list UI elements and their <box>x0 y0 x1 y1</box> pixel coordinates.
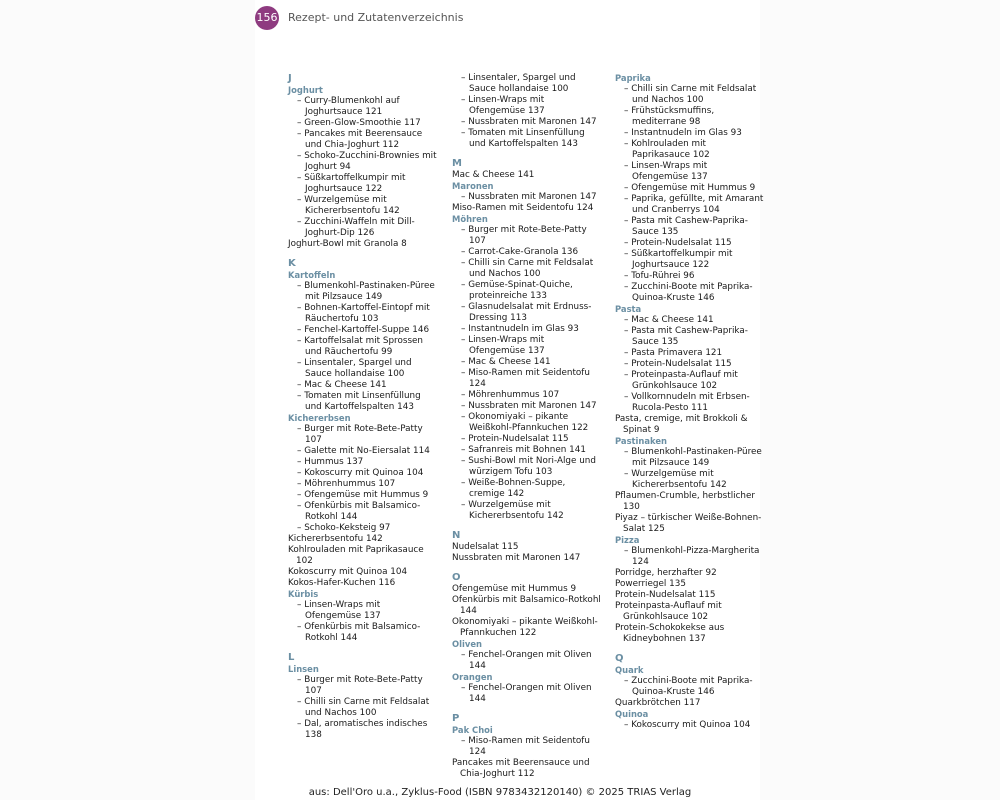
index-sub-entry: – Pasta Primavera 121 <box>615 348 765 359</box>
index-sub-entry: – Burger mit Rote-Bete-Patty 107 <box>452 225 602 247</box>
index-entry: Ofenkürbis mit Balsamico-Rotkohl 144 <box>452 595 601 616</box>
index-sub-entry: – Schoko-Keksteig 97 <box>288 523 438 534</box>
index-letter-heading: P <box>452 713 460 724</box>
index-entry: Pasta, cremige, mit Brokkoli & Spinat 9 <box>615 414 748 435</box>
index-entry: Miso-Ramen mit Seidentofu 124 <box>452 203 594 213</box>
index-entry: Piyaz – türkischer Weiße-Bohnen-Salat 125 <box>615 513 762 534</box>
index-sub-entry: – Mac & Cheese 141 <box>615 315 765 326</box>
index-sub-entry: – Miso-Ramen mit Seidentofu 124 <box>452 368 602 390</box>
index-sub-entry: – Bohnen-Kartoffel-Eintopf mit Räuchertofu 103 <box>288 303 438 325</box>
index-sub-entry: – Linsen-Wraps mit Ofengemüse 137 <box>452 95 602 117</box>
index-sub-entry: – Möhrenhummus 107 <box>288 479 438 490</box>
index-sub-entry: – Zucchini-Boote mit Paprika-Quinoa-Kruste 146 <box>615 676 765 698</box>
index-sub-entry: – Blumenkohl-Pastinaken-Püree mit Pilzsauce 149 <box>615 447 765 469</box>
index-entry: Ofengemüse mit Hummus 9 <box>452 584 577 594</box>
index-letter-heading: M <box>452 158 462 169</box>
index-sub-entry: – Ofenkürbis mit Balsamico-Rotkohl 144 <box>288 622 438 644</box>
index-subheading: Maronen <box>452 181 494 191</box>
index-subheading: Oliven <box>452 639 482 649</box>
index-sub-entry: – Chilli sin Carne mit Feldsalat und Nachos 100 <box>615 84 765 106</box>
index-sub-entry: – Proteinpasta-Auflauf mit Grünkohlsauce 102 <box>615 370 765 392</box>
index-entry: Proteinpasta-Auflauf mit Grünkohlsauce 102 <box>615 601 722 622</box>
index-sub-entry: – Wurzelgemüse mit Kichererbsentofu 142 <box>288 195 438 217</box>
index-letter-heading: Q <box>615 653 624 664</box>
index-sub-entry: – Nussbraten mit Maronen 147 <box>452 401 602 412</box>
index-sub-entry: – Gemüse-Spinat-Quiche, proteinreiche 133 <box>452 280 602 302</box>
index-entry: Pflaumen-Crumble, herbstlicher 130 <box>615 491 756 512</box>
index-sub-entry: – Nussbraten mit Maronen 147 <box>452 117 602 128</box>
index-sub-entry: – Nussbraten mit Maronen 147 <box>452 192 602 203</box>
index-entry: Kokos-Hafer-Kuchen 116 <box>288 578 396 588</box>
index-sub-entry: – Tomaten mit Linsenfüllung und Kartoffelspalten 143 <box>288 391 438 413</box>
index-column-3 <box>615 73 765 731</box>
index-sub-entry: – Safranreis mit Bohnen 141 <box>452 445 602 456</box>
index-subheading: Joghurt <box>288 85 323 95</box>
index-sub-entry: – Chilli sin Carne mit Feldsalat und Nachos 100 <box>452 258 602 280</box>
index-subheading: Kartoffeln <box>288 270 336 280</box>
index-sub-entry: – Linsen-Wraps mit Ofengemüse 137 <box>288 600 438 622</box>
index-entry: Pancakes mit Beerensauce und Chia-Joghurt 112 <box>452 758 590 779</box>
index-sub-entry: – Kartoffelsalat mit Sprossen und Räuchertofu 99 <box>288 336 438 358</box>
index-sub-entry: – Burger mit Rote-Bete-Patty 107 <box>288 424 438 446</box>
index-sub-entry: – Miso-Ramen mit Seidentofu 124 <box>452 736 602 758</box>
index-sub-entry: – Wurzelgemüse mit Kichererbsentofu 142 <box>452 500 602 522</box>
index-sub-entry: – Paprika, gefüllte, mit Amarant und Cranberrys 104 <box>615 194 765 216</box>
source-footer: aus: Dell'Oro u.a., Zyklus-Food (ISBN 9783432120140) © 2025 TRIAS Verlag <box>308 787 692 798</box>
index-sub-entry: – Tofu-Rührei 96 <box>615 271 765 282</box>
index-entry: Nudelsalat 115 <box>452 542 519 552</box>
index-sub-entry: – Linsentaler, Spargel und Sauce hollandaise 100 <box>452 73 602 95</box>
index-subheading: Kichererbsen <box>288 413 351 423</box>
index-entry: Joghurt-Bowl mit Granola 8 <box>288 239 407 249</box>
index-sub-entry: – Pasta mit Cashew-Paprika-Sauce 135 <box>615 326 765 348</box>
index-sub-entry: – Dal, aromatisches indisches 138 <box>288 719 438 741</box>
index-sub-entry: – Möhrenhummus 107 <box>452 390 602 401</box>
index-column-2 <box>452 73 602 780</box>
index-sub-entry: – Instantnudeln im Glas 93 <box>615 128 765 139</box>
index-entry: Powerriegel 135 <box>615 579 686 589</box>
index-subheading: Quark <box>615 665 644 675</box>
index-letter-heading: N <box>452 530 461 541</box>
index-sub-entry: – Galette mit No-Eiersalat 114 <box>288 446 438 457</box>
index-sub-entry: – Zucchini-Waffeln mit Dill-Joghurt-Dip 126 <box>288 217 438 239</box>
index-entry: Kokoscurry mit Quinoa 104 <box>288 567 408 577</box>
index-entry: Protein-Schokokekse aus Kidneybohnen 137 <box>615 623 725 644</box>
index-entry: Kichererbsentofu 142 <box>288 534 383 544</box>
running-header-title: Rezept- und Zutatenverzeichnis <box>288 11 464 24</box>
index-sub-entry: – Schoko-Zucchini-Brownies mit Joghurt 94 <box>288 151 438 173</box>
index-letter-heading: O <box>452 572 461 583</box>
index-sub-entry: – Linsen-Wraps mit Ofengemüse 137 <box>452 335 602 357</box>
index-subheading: Pak Choi <box>452 725 493 735</box>
index-sub-entry: – Fenchel-Orangen mit Oliven 144 <box>452 650 602 672</box>
index-sub-entry: – Curry-Blumenkohl auf Joghurtsauce 121 <box>288 96 438 118</box>
index-entry: Porridge, herzhafter 92 <box>615 568 717 578</box>
index-letter-heading: K <box>288 258 296 269</box>
index-sub-entry: – Green-Glow-Smoothie 117 <box>288 118 438 129</box>
index-sub-entry: – Sushi-Bowl mit Nori-Alge und würzigem Tofu 103 <box>452 456 602 478</box>
index-sub-entry: – Pasta mit Cashew-Paprika-Sauce 135 <box>615 216 765 238</box>
index-entry: Protein-Nudelsalat 115 <box>615 590 716 600</box>
index-subheading: Linsen <box>288 664 319 674</box>
index-sub-entry: – Okonomiyaki – pikante Weißkohl-Pfannkuchen 122 <box>452 412 602 434</box>
index-entry: Nussbraten mit Maronen 147 <box>452 553 581 563</box>
index-sub-entry: – Hummus 137 <box>288 457 438 468</box>
index-sub-entry: – Blumenkohl-Pizza-Margherita 124 <box>615 546 765 568</box>
index-subheading: Pizza <box>615 535 640 545</box>
index-sub-entry: – Kokoscurry mit Quinoa 104 <box>615 720 765 731</box>
index-sub-entry: – Mac & Cheese 141 <box>288 380 438 391</box>
index-sub-entry: – Instantnudeln im Glas 93 <box>452 324 602 335</box>
index-sub-entry: – Carrot-Cake-Granola 136 <box>452 247 602 258</box>
index-sub-entry: – Tomaten mit Linsenfüllung und Kartoffelspalten 143 <box>452 128 602 150</box>
index-sub-entry: – Protein-Nudelsalat 115 <box>452 434 602 445</box>
index-column-1 <box>288 73 438 741</box>
index-sub-entry: – Fenchel-Kartoffel-Suppe 146 <box>288 325 438 336</box>
index-sub-entry: – Burger mit Rote-Bete-Patty 107 <box>288 675 438 697</box>
index-subheading: Kürbis <box>288 589 319 599</box>
index-entry: Mac & Cheese 141 <box>452 170 535 180</box>
page-number-badge: 156 <box>255 6 279 30</box>
index-sub-entry: – Fenchel-Orangen mit Oliven 144 <box>452 683 602 705</box>
index-sub-entry: – Mac & Cheese 141 <box>452 357 602 368</box>
index-sub-entry: – Süßkartoffelkumpir mit Joghurtsauce 122 <box>288 173 438 195</box>
index-subheading: Pasta <box>615 304 642 314</box>
index-entry: Quarkbrötchen 117 <box>615 698 701 708</box>
index-sub-entry: – Linsentaler, Spargel und Sauce hollandaise 100 <box>288 358 438 380</box>
index-sub-entry: – Zucchini-Boote mit Paprika-Quinoa-Kruste 146 <box>615 282 765 304</box>
index-sub-entry: – Blumenkohl-Pastinaken-Püree mit Pilzsauce 149 <box>288 281 438 303</box>
index-sub-entry: – Protein-Nudelsalat 115 <box>615 359 765 370</box>
index-subheading: Möhren <box>452 214 488 224</box>
index-sub-entry: – Kohlrouladen mit Paprikasauce 102 <box>615 139 765 161</box>
index-entry: Okonomiyaki – pikante Weißkohl-Pfannkuchen 122 <box>452 617 598 638</box>
index-sub-entry: – Wurzelgemüse mit Kichererbsentofu 142 <box>615 469 765 491</box>
index-sub-entry: – Ofengemüse mit Hummus 9 <box>288 490 438 501</box>
index-letter-heading: J <box>288 73 292 84</box>
index-sub-entry: – Ofenkürbis mit Balsamico-Rotkohl 144 <box>288 501 438 523</box>
index-sub-entry: – Pancakes mit Beerensauce und Chia-Joghurt 112 <box>288 129 438 151</box>
index-subheading: Paprika <box>615 73 651 83</box>
index-entry: Kohlrouladen mit Paprikasauce 102 <box>288 545 424 566</box>
index-letter-heading: L <box>288 652 295 663</box>
index-sub-entry: – Linsen-Wraps mit Ofengemüse 137 <box>615 161 765 183</box>
index-subheading: Pastinaken <box>615 436 668 446</box>
index-subheading: Quinoa <box>615 709 649 719</box>
index-sub-entry: – Süßkartoffelkumpir mit Joghurtsauce 122 <box>615 249 765 271</box>
index-sub-entry: – Weiße-Bohnen-Suppe, cremige 142 <box>452 478 602 500</box>
index-sub-entry: – Frühstücksmuffins, mediterrane 98 <box>615 106 765 128</box>
index-sub-entry: – Vollkornnudeln mit Erbsen-Rucola-Pesto 111 <box>615 392 765 414</box>
index-sub-entry: – Kokoscurry mit Quinoa 104 <box>288 468 438 479</box>
index-sub-entry: – Chilli sin Carne mit Feldsalat und Nachos 100 <box>288 697 438 719</box>
index-sub-entry: – Glasnudelsalat mit Erdnuss-Dressing 113 <box>452 302 602 324</box>
index-sub-entry: – Protein-Nudelsalat 115 <box>615 238 765 249</box>
index-subheading: Orangen <box>452 672 493 682</box>
index-sub-entry: – Ofengemüse mit Hummus 9 <box>615 183 765 194</box>
